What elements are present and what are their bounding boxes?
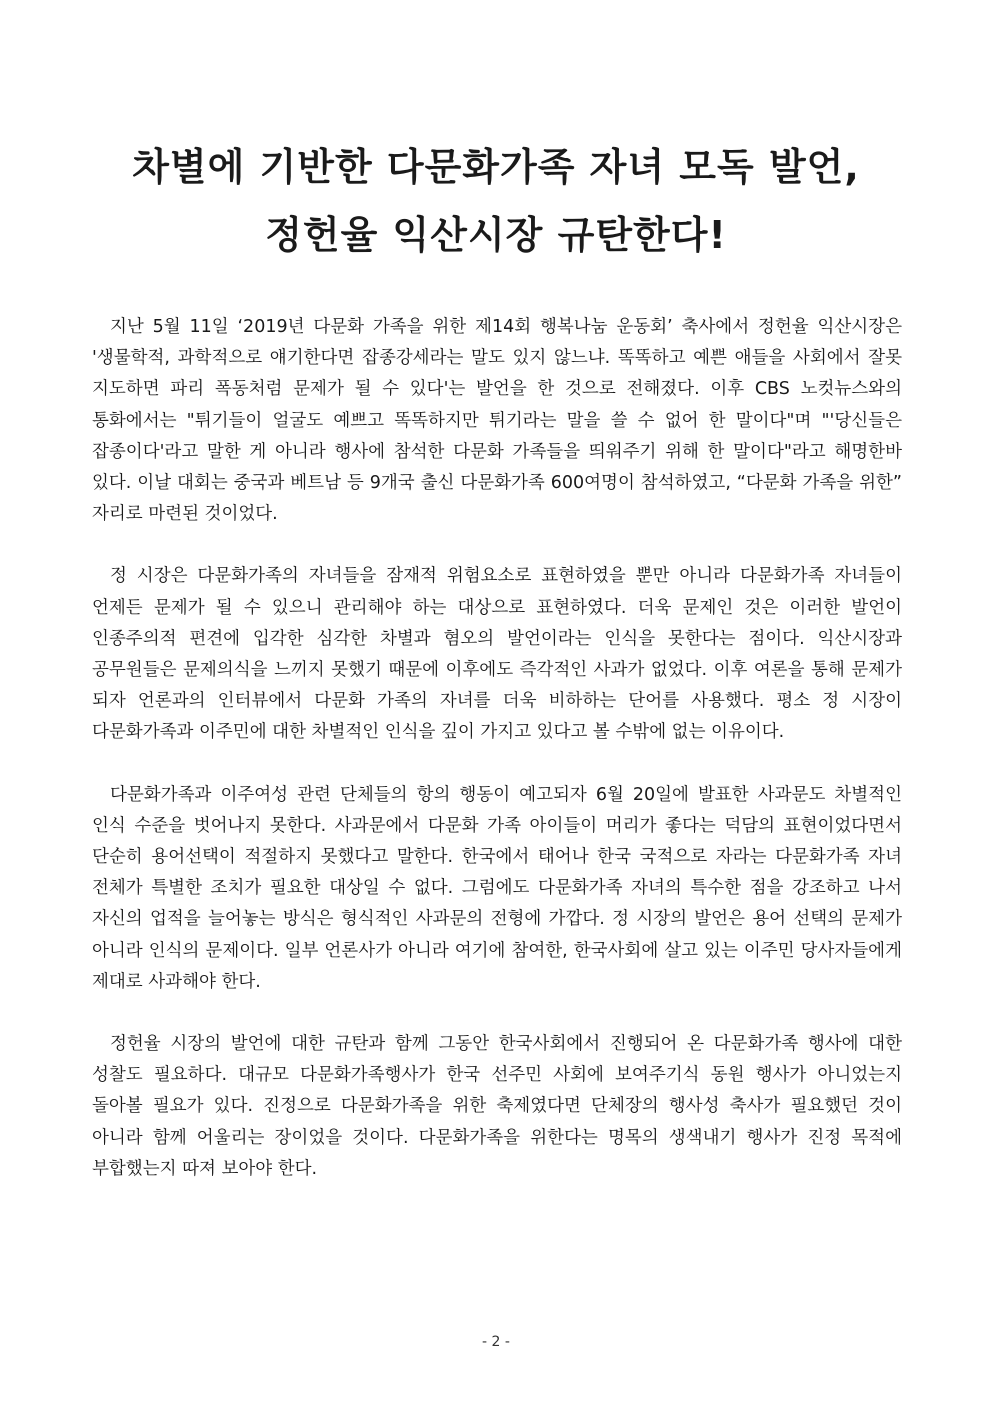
page-number: - 2 - <box>482 1334 510 1350</box>
paragraph-1: 지난 5월 11일 ‘2019년 다문화 가족을 위한 제14회 행복나눔 운동회’ 축사에서 정헌율 익산시장은 '생물학적, 과학적으로 얘기한다면 잡종강세라는 말도 있지 않느냐. 똑똑하고 예쁜 애들을 사회에서 잘못 지도하면 파리 폭동처럼 문제가 될 수 있다'는 발언을 한 것으로 전해졌다. 이후 CBS 노컷뉴스와의 통화에서는 "튀기들이 얼굴도 예쁘고 똑똑하지만 튀기라는 말을 쓸 수 없어 한 말이다"며 "'당신들은 잡종이다'라고 말한 게 아니라 행사에 참석한 다문화 가족들을 띄워주기 위해 한 말이다"라고 해명한바 있다. 이날 대회는 중국과 베트남 등 9개국 출신 다문화가족 600여명이 참석하였고, “다문화 가족을 위한” 자리로 마련된 것이었다. <box>92 317 902 525</box>
document-body <box>92 312 902 1216</box>
paragraph-3: 다문화가족과 이주여성 관련 단체들의 항의 행동이 예고되자 6월 20일에 발표한 사과문도 차별적인 인식 수준을 벗어나지 못한다. 사과문에서 다문화 가족 아이들이 머리가 좋다는 덕담의 표현이었다면서 단순히 용어선택이 적절하지 못했다고 말한다. 한국에서 태어나 한국 국적으로 자라는 다문화가족 자녀 전체가 특별한 조치가 필요한 대상일 수 없다. 그럼에도 다문화가족 자녀의 특수한 점을 강조하고 나서 자신의 업적을 늘어놓는 방식은 형식적인 사과문의 전형에 가깝다. 정 시장의 발언은 용어 선택의 문제가 아니라 인식의 문제이다. 일부 언론사가 아니라 여기에 참여한, 한국사회에 살고 있는 이주민 당사자들에게 제대로 사과해야 한다. <box>92 784 902 992</box>
document-title <box>60 133 932 269</box>
title-line-2: 정헌율 익산시장 규탄한다! <box>265 213 727 258</box>
title-line-1: 차별에 기반한 다문화가족 자녀 모독 발언, <box>132 145 860 190</box>
paragraph-4: 정헌율 시장의 발언에 대한 규탄과 함께 그동안 한국사회에서 진행되어 온 다문화가족 행사에 대한 성찰도 필요하다. 대규모 다문화가족행사가 한국 선주민 사회에 보여주기식 동원 행사가 아니었는지 돌아볼 필요가 있다. 진정으로 다문화가족을 위한 축제였다면 단체장의 행사성 축사가 필요했던 것이 아니라 함께 어울리는 장이었을 것이다. 다문화가족을 위한다는 명목의 생색내기 행사가 진정 목적에 부합했는지 따져 보아야 한다. <box>92 1034 902 1179</box>
paragraph-2: 정 시장은 다문화가족의 자녀들을 잠재적 위험요소로 표현하였을 뿐만 아니라 다문화가족 자녀들이 언제든 문제가 될 수 있으니 관리해야 하는 대상으로 표현하였다. 더욱 문제인 것은 이러한 발언이 인종주의적 편견에 입각한 심각한 차별과 혐오의 발언이라는 인식을 못한다는 점이다. 익산시장과 공무원들은 문제의식을 느끼지 못했기 때문에 이후에도 즉각적인 사과가 없었다. 이후 여론을 통해 문제가 되자 언론과의 인터뷰에서 다문화 가족의 자녀를 더욱 비하하는 단어를 사용했다. 평소 정 시장이 다문화가족과 이주민에 대한 차별적인 인식을 깊이 가지고 있다고 볼 수밖에 없는 이유이다. <box>92 566 902 743</box>
